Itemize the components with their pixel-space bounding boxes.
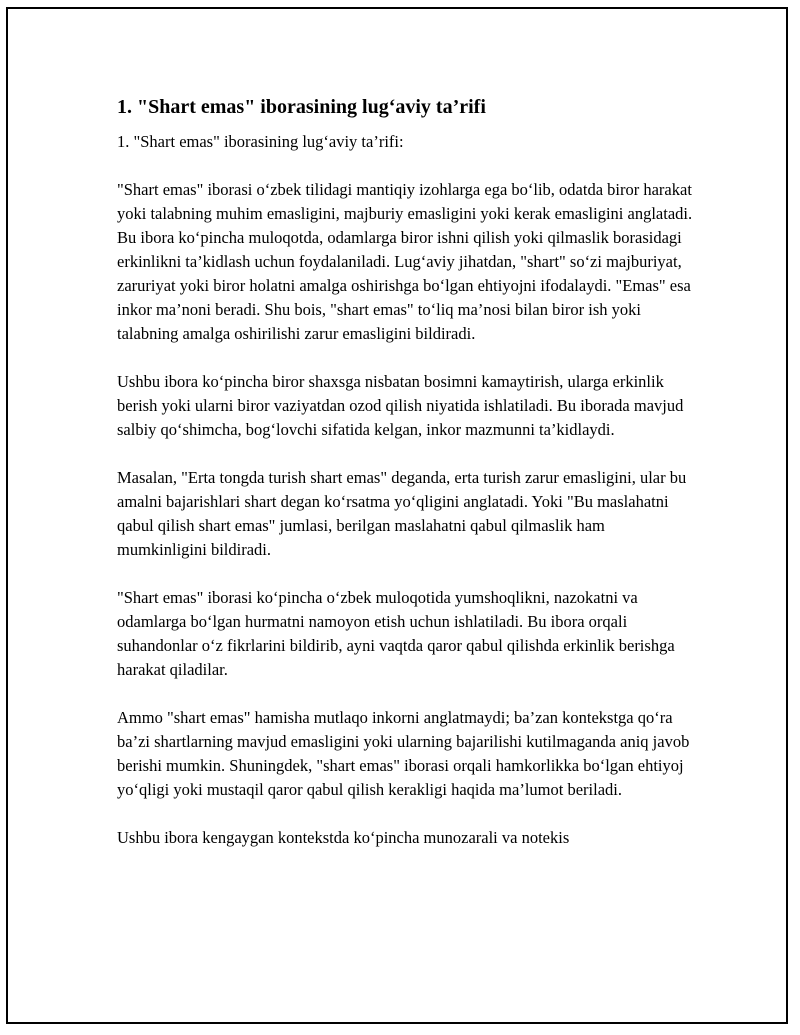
paragraph-continued: Ushbu ibora kengaygan kontekstda ko‘pincha munozarali va notekis (117, 828, 570, 847)
document-body (117, 93, 697, 874)
paragraph-definition: "Shart emas" iborasi o‘zbek tilidagi mantiqiy izohlarga ega bo‘lib, odatda biror harakat yoki talabning muhim emasligini, majburiy emasligini yoki kerak emasligini anglatadi. Bu ibora ko‘pincha muloqotda, odamlarga biror ishni qilish yoki qilmaslik borasidagi erkinlikni ta’kidlash uchun foydalaniladi. Lug‘aviy jihatdan, "shart" so‘zi majburiyat, zaruriyat yoki biror holatni amalga oshirishga bo‘lgan ehtiyojni ifodalaydi. "Emas" esa inkor ma’noni beradi. Shu bois, "shart emas" to‘liq ma’nosi bilan biror ish yoki talabning amalga oshirilishi zarur emasligini bildiradi. (117, 180, 693, 343)
paragraph-usage: Ushbu ibora ko‘pincha biror shaxsga nisbatan bosimni kamaytirish, ularga erkinlik berish yoki ularni biror vaziyatdan ozod qilish niyatida ishlatiladi. Bu iborada mavjud salbiy qo‘shimcha, bog‘lovchi sifatida kelgan, inkor mazmunni ta’kidlaydi. (117, 372, 684, 439)
section-subheading: 1. "Shart emas" iborasining lug‘aviy ta’rifi: (117, 132, 404, 151)
paragraph-nuance: Ammo "shart emas" hamisha mutlaqo inkorni anglatmaydi; ba’zan kontekstga qo‘ra ba’zi shartlarning mavjud emasligini yoki ularning bajarilishi kutilmaganda aniq javob berishi mumkin. Shuningdek, "shart emas" iborasi orqali hamkorlikka bo‘lgan ehtiyoj yo‘qligi yoki mustaqil qaror qabul qilish kerakligi haqida ma’lumot beriladi. (117, 708, 690, 799)
section-heading: 1. "Shart emas" iborasining lug‘aviy ta’rifi (117, 96, 486, 118)
paragraph-examples: Masalan, "Erta tongda turish shart emas" deganda, erta turish zarur emasligini, ular bu amalni bajarishlari shart degan ko‘rsatma yo‘qligini anglatadi. Yoki "Bu maslahatni qabul qilish shart emas" jumlasi, berilgan maslahatni qabul qilmaslik ham mumkinligini bildiradi. (117, 468, 687, 559)
paragraph-politeness: "Shart emas" iborasi ko‘pincha o‘zbek muloqotida yumshoqlikni, nazokatni va odamlarga bo‘lgan hurmatni namoyon etish uchun ishlatiladi. Bu ibora orqali suhandonlar o‘z fikrlarini bildirib, ayni vaqtda qaror qabul qilishda erkinlik berishga harakat qiladilar. (117, 588, 675, 679)
